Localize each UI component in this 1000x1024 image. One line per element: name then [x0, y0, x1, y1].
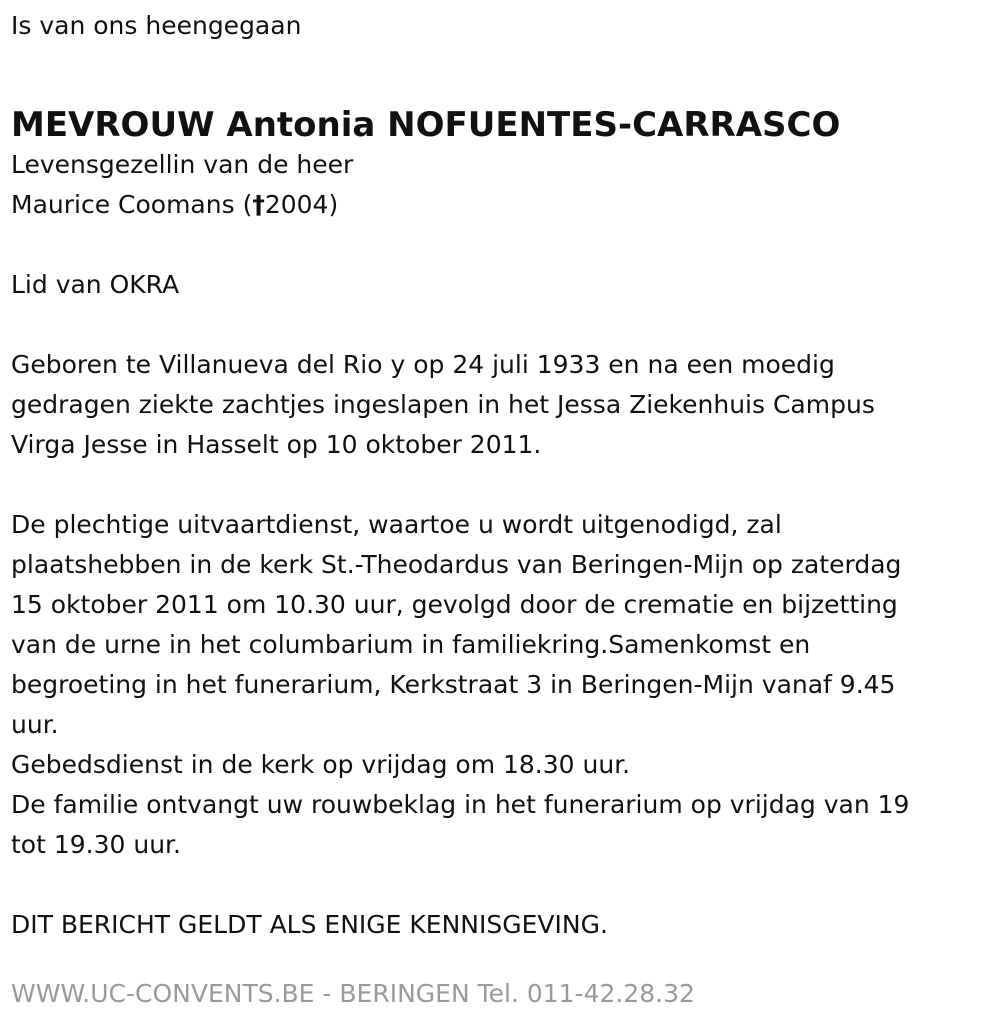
paragraph-line: Gebedsdienst in de kerk op vrijdag om 18.30 uur. [11, 750, 631, 779]
paragraph-line: van de urne in het columbarium in familiekring.Samenkomst en [11, 630, 811, 659]
paragraph-line: plaatshebben in de kerk St.-Theodardus van Beringen-Mijn op zaterdag [11, 550, 902, 579]
partner-death-year: 2004) [264, 190, 339, 219]
membership-text: Lid van OKRA [11, 270, 180, 299]
paragraph-line: Geboren te Villanueva del Rio y op 24 juli 1933 en na een moedig [11, 350, 835, 379]
paragraph-line: De familie ontvangt uw rouwbeklag in het funerarium op vrijdag van 19 [11, 790, 910, 819]
death-notice [11, 6, 986, 945]
paragraph-line: 15 oktober 2011 om 10.30 uur, gevolgd door de crematie en bijzetting [11, 590, 898, 619]
paragraph-line: gedragen ziekte zachtjes ingeslapen in het Jessa Ziekenhuis Campus [11, 390, 875, 419]
paragraph-line: uur. [11, 710, 59, 739]
closing-statement: DIT BERICHT GELDT ALS ENIGE KENNISGEVING. [11, 910, 608, 939]
deceased-name: MEVROUW Antonia NOFUENTES-CARRASCO [11, 105, 841, 145]
partner-relation: Levensgezellin van de heer [11, 150, 354, 179]
partner-name: Maurice Coomans ( [11, 190, 253, 219]
cross-icon: † [252, 190, 265, 219]
partner-name-line [11, 185, 986, 225]
paragraph-line: De plechtige uitvaartdienst, waartoe u wordt uitgenodigd, zal [11, 510, 782, 539]
paragraph-line: tot 19.30 uur. [11, 830, 181, 859]
paragraph-line: Virga Jesse in Hasselt op 10 oktober 2011. [11, 430, 542, 459]
birth-paragraph [11, 345, 986, 465]
service-paragraph [11, 505, 986, 865]
paragraph-line: begroeting in het funerarium, Kerkstraat 3 in Beringen-Mijn vanaf 9.45 [11, 670, 896, 699]
footer-contact: WWW.UC-CONVENTS.BE - BERINGEN Tel. 011-42.28.32 [11, 979, 695, 1008]
intro-text: Is van ons heengegaan [11, 11, 302, 40]
